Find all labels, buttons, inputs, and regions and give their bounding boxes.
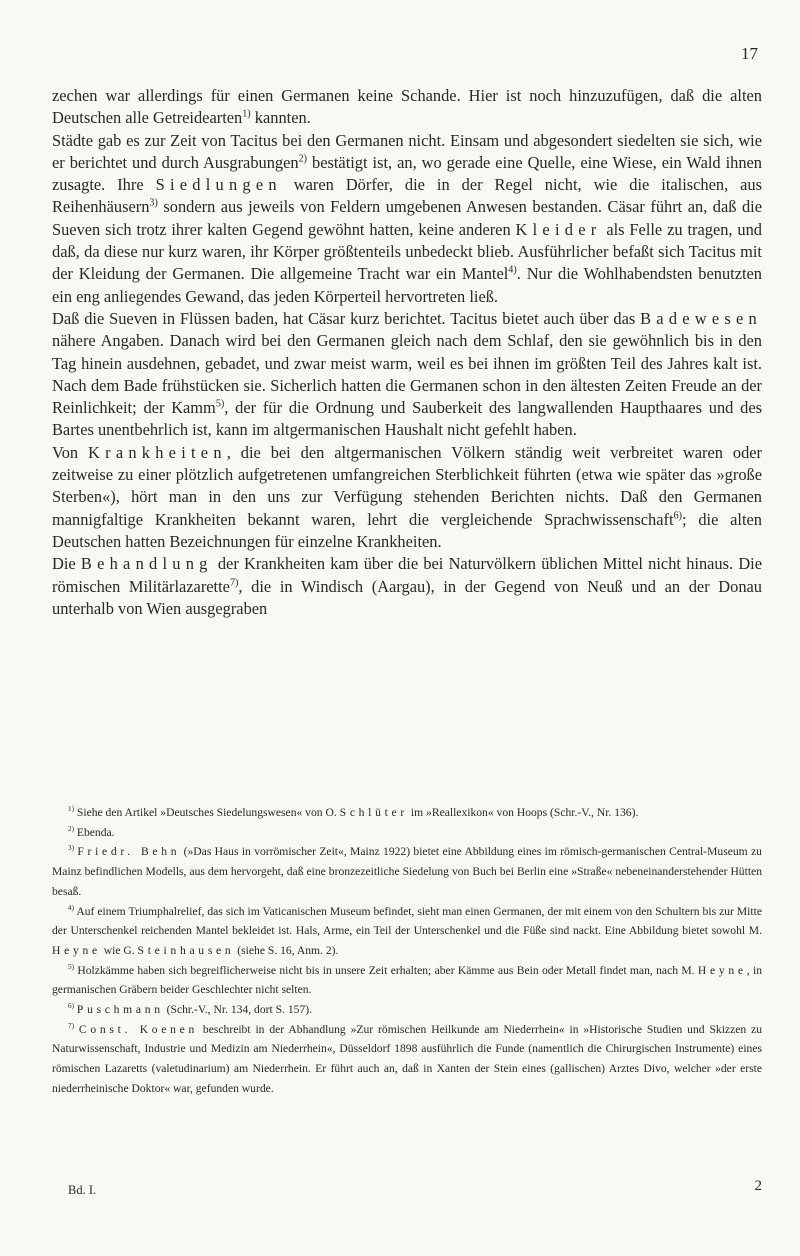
text-run: Städte gab es zur Zeit von Tacitus bei den Germanen nicht. Einsam und abgesondert siedelten sie sich, wie er berichtet und durch Ausgrabungen <box>52 130 762 172</box>
spaced-emphasis: Heyne <box>52 943 101 957</box>
note-marker: 2) <box>68 824 74 833</box>
text-run: Die <box>52 554 81 574</box>
text-run: im »Reallexikon« von Hoops (Schr.-V., Nr. 136). <box>408 806 639 819</box>
spaced-emphasis: Schlüter <box>339 806 408 819</box>
spaced-emphasis: Puschmann <box>76 1003 164 1017</box>
text-run: Siehe den Artikel »Deutsches Siedelungswesen« von O. <box>74 806 340 819</box>
footnote <box>52 842 762 901</box>
spaced-emphasis: Krankheiten <box>88 442 227 462</box>
text-run: Von <box>52 442 89 462</box>
footnote <box>52 902 762 961</box>
note-marker: 2) <box>298 153 308 165</box>
note-marker: 6) <box>68 1002 74 1011</box>
note-marker: 3) <box>68 844 74 853</box>
text-run: ; die alten Deutschen hatten Bezeichnungen für einzelne Krankheiten. <box>52 509 762 551</box>
footnote <box>52 961 762 1000</box>
volume-label: Bd. I. <box>68 1183 97 1197</box>
spaced-emphasis: Const. Koenen <box>78 1022 199 1036</box>
spaced-emphasis: Badewesen <box>640 308 762 328</box>
text-run: beschreibt in der Abhandlung »Zur römischen Heilkunde am Niederrhein« in »Historische Studien und Skizzen zu Naturwissenschaft, Industrie und Medizin am Niederrhein«, Düsseldorf 1898 ausführlich die Funde (namentlich die Chirurgischen Instrumente) eines römischen Lazaretts (valetudinarium) am Niederrhein. Er führt auch an, daß in Xanten der Stein eines (gallischen) Arztes Divo, welcher »der erste niederrheinische Doktor« war, gefunden wurde. <box>52 1022 762 1095</box>
paragraph <box>52 553 762 620</box>
signature-mark: 2 <box>754 1178 762 1194</box>
note-marker: 6) <box>673 510 682 522</box>
note-marker: 4) <box>68 903 74 912</box>
footnote <box>52 1000 762 1020</box>
text-run: der Krankheiten kam über die bei Naturvölkern üblichen Mittel nicht hinaus. Die römischen Militärlazarette <box>52 554 762 596</box>
spaced-emphasis: Steinhausen <box>137 943 235 957</box>
spaced-emphasis: Kleider <box>515 219 602 239</box>
paragraph <box>52 308 762 442</box>
text-run: Holzkämme haben sich begreiflicherweise nicht bis in unsere Zeit erhalten; aber Kämme aus Bein oder Metall findet man, nach M. <box>74 963 698 977</box>
note-marker: 7) <box>229 577 239 589</box>
text-run: kannten. <box>250 108 311 128</box>
spaced-emphasis: Heyne <box>697 963 747 977</box>
text-run: , der für die Ordnung und Sauberkeit des langwallenden Haupthaares und des Bartes unentbehrlich ist, kann im altgermanischen Haushalt nicht gefehlt haben. <box>52 398 762 440</box>
note-marker: 1) <box>68 805 74 814</box>
text-run: Auf einem Triumphalrelief, das sich im Vaticanischen Museum befindet, sieht man einen Germanen, der mit einem von den Schultern bis zur Mitte der Unterschenkel reichenden Mantel bekleidet ist. Hals, Arme, ein Teil der Unterschenkel und die Füße sind nackt. Eine Abbildung bietet sowohl M. <box>52 904 762 938</box>
note-marker: 5) <box>68 962 74 971</box>
footnote <box>52 803 762 823</box>
text-run: waren Dörfer, die in der Regel nicht, wie die italischen, aus Reihenhäusern <box>52 175 762 217</box>
footnotes <box>52 803 762 1099</box>
text-run: (»Das Haus in vorrömischer Zeit«, Mainz 1922) bietet eine Abbildung eines im römisch-germanischen Central-Museum zu Mainz befindlichen Modells, aus dem hervorgeht, daß eine bronzezeitliche Siedelung von Buch bei Berlin eine »Straße« nebeneinanderstehender Hütten besaß. <box>52 845 762 898</box>
text-run: , die in Windisch (Aargau), in der Gegend von Neuß und an der Donau unterhalb von Wien ausgegraben <box>52 576 762 618</box>
text-run: . Nur die Wohlhabendsten benutzten ein eng anliegendes Gewand, das jeden Körperteil hervortreten ließ. <box>52 264 763 306</box>
page-number: 17 <box>741 44 758 63</box>
text-run: Daß die Sueven in Flüssen baden, hat Cäsar kurz berichtet. Tacitus bietet auch über das <box>52 308 641 328</box>
text-run: (Schr.-V., Nr. 134, dort S. 157). <box>163 1003 313 1017</box>
text-run: , die bei den altgermanischen Völkern ständig weit verbreitet waren oder zeitweise zu einer plötzlich aufgetretenen umfangreichen Sterblichkeit führten (etwa wie später das »große Sterben«), hört man in den uns zur Verfügung stehenden Berichten nichts. Daß den Germanen mannigfaltige Krankheiten bekannt waren, lehrt die vergleichende Sprachwissenschaft <box>52 442 762 529</box>
spaced-emphasis: Siedlungen <box>155 175 282 195</box>
text-run: als Felle zu tragen, und daß, da diese nur kurz waren, ihr Körper größtenteils unbedeckt blieb. Ausführlicher befaßt sich Tacitus mit der Kleidung der Germanen. Die allgemeine Tracht war ein Mantel <box>52 219 762 284</box>
spaced-emphasis: Behandlung <box>80 554 213 574</box>
text-run: sondern aus jeweils von Feldern umgebenen Anwesen bestanden. Cäsar führt an, daß die Sueven sich trotz ihrer kalten Gegend gewöhnt hatten, keine anderen <box>52 197 762 239</box>
paragraph <box>52 130 762 308</box>
footnote <box>52 823 762 843</box>
note-marker: 3) <box>149 198 158 210</box>
text-run: bestätigt ist, an, wo gerade eine Quelle, eine Wiese, ein Wald ihnen zusagte. Ihre <box>52 152 762 195</box>
text-run: (siehe S. 16, Anm. 2). <box>234 943 339 957</box>
text-run: nähere Angaben. Danach wird bei den Germanen gleich nach dem Schlaf, den sie gewöhnlich bis in den Tag hinein ausdehnen, gebadet, und zwar meist warm, weil es bei ihnen im größten Teil des Jahres kalt ist. Nach dem Bade frühstücken sie. Sicherlich hatten die Germanen schon in den ältesten Zeiten Freude an der Reinlichkeit; der Kamm <box>52 331 762 418</box>
paragraph <box>52 85 762 130</box>
text-run: , in germanischen Gräbern beider Geschlechter nicht selten. <box>52 963 762 997</box>
paragraph <box>52 442 762 553</box>
text-run: wie G. <box>100 943 138 957</box>
text-run: Ebenda. <box>74 825 115 839</box>
spaced-emphasis: Friedr. Behn <box>77 845 181 859</box>
text-run: zechen war allerdings für einen Germanen keine Schande. Hier ist noch hinzuzufügen, daß die alten Deutschen alle Getreidearten <box>52 86 762 128</box>
note-marker: 4) <box>508 264 517 276</box>
body-text <box>52 85 762 620</box>
note-marker: 7) <box>68 1021 74 1030</box>
note-marker: 5) <box>215 398 225 410</box>
note-marker: 1) <box>242 108 251 120</box>
footnote <box>52 1020 762 1099</box>
